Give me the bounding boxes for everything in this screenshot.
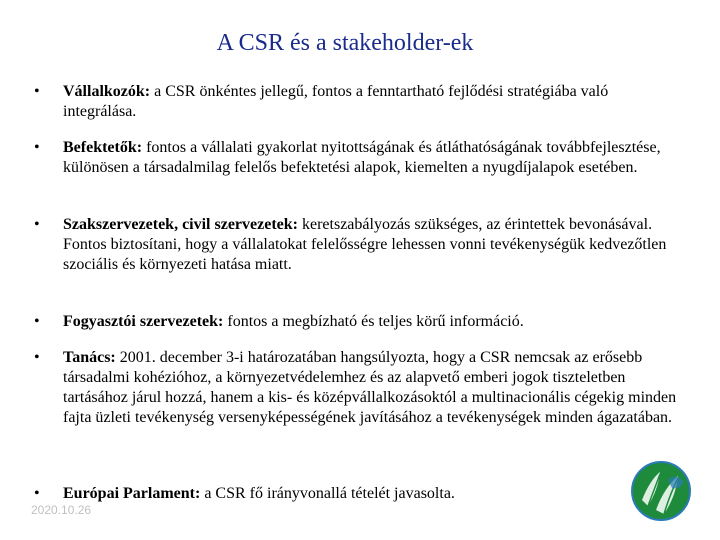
item-text: fontos a vállalati gyakorlat nyitottságának és átláthatóságának továbbfejlesztése, különösen a társadalmilag felelős befektetési alapok, kiemelten a nyugdíjalapok esetében. <box>63 139 661 176</box>
item-label: Európai Parlament: <box>63 485 201 502</box>
item-label: Befektetők: <box>63 139 143 156</box>
bullet-marker: • <box>34 313 40 330</box>
item-label: Fogyasztói szervezetek: <box>63 313 224 330</box>
bullet-marker: • <box>34 139 40 156</box>
list-item <box>63 484 678 504</box>
footer-date: 2020.10.26 <box>31 503 92 517</box>
item-text: 2001. december 3-i határozatában hangsúlyozta, hogy a CSR nemcsak az erősebb társadalmi kohézióhoz, a környezetvédelemhez és az alapvető emberi jogok tiszteletben tartásához járul hozzá, hanem a kis- és középvállalkozásoktól a multinacionális cégekig minden fajta üzleti tevékenység versenyképességének javításához a tevékenységek minden ágazatában. <box>63 349 677 426</box>
item-label: Szakszervezetek, civil szervezetek: <box>63 216 298 233</box>
item-text: fontos a megbízható és teljes körű információ. <box>223 313 524 330</box>
globe-leaf-logo-icon <box>630 460 692 522</box>
item-text: a CSR fő irányvonallá tételét javasolta. <box>200 485 455 502</box>
list-item <box>63 82 678 122</box>
bullet-marker: • <box>34 83 40 100</box>
item-label: Vállalkozók: <box>63 83 151 100</box>
list-item <box>63 215 678 275</box>
list-item <box>63 348 678 428</box>
bullet-marker: • <box>34 349 40 366</box>
item-text: keretszabályozás szükséges, az érintettek bevonásával. Fontos biztosítani, hogy a vállalatokat felelősségre lehessen vonni tevékenységük kedvezőtlen szociális és környezeti hatása miatt. <box>63 216 667 273</box>
list-item <box>63 312 678 332</box>
bullet-marker: • <box>34 485 40 502</box>
bullet-marker: • <box>34 216 40 233</box>
item-label: Tanács: <box>63 349 116 366</box>
page-title: A CSR és a stakeholder-ek <box>216 30 474 56</box>
item-text: a CSR önkéntes jellegű, fontos a fenntartható fejlődési stratégiába való integrálása. <box>63 83 609 120</box>
list-item <box>63 138 678 178</box>
